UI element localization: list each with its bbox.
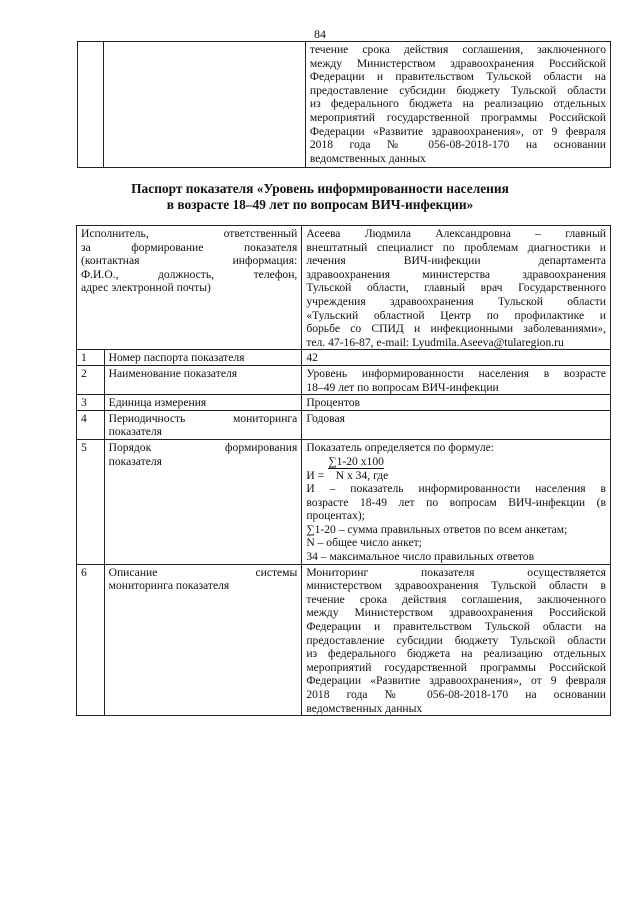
passport-heading — [0, 181, 640, 212]
row-number: 2 — [77, 365, 105, 394]
table-row — [78, 42, 611, 168]
formula-intro: Показатель определяется по формуле: — [306, 440, 494, 454]
row-number: 3 — [77, 395, 105, 411]
table-cell-label — [104, 42, 306, 168]
row-label — [104, 410, 302, 439]
text-line: течение срока действия соглашения, заключенного — [309, 43, 606, 56]
row-value — [302, 564, 611, 716]
text-line: Федерации и правительством Тульской области на — [309, 70, 606, 84]
text-line: И – показатель информированности населения в — [306, 482, 606, 496]
max-definition: 34 – максимальное число правильных ответов — [306, 550, 535, 564]
text-line: предоставление субсидии бюджету Тульской области — [309, 83, 606, 97]
table-cell-value — [305, 42, 610, 168]
formula-cell — [302, 439, 611, 564]
table-cell-num — [78, 42, 104, 168]
text-line: Ф.И.О., должность, телефон, — [81, 267, 298, 281]
row-value — [302, 365, 611, 394]
text-line: Мониторинг показателя осуществляется — [306, 565, 606, 579]
row-value: Процентов — [302, 395, 611, 411]
text-line: Федерации и правительством Тульской области на — [306, 620, 606, 634]
executor-value — [302, 226, 611, 350]
n-definition: N – общее число анкет; — [306, 536, 422, 550]
text-line: возрасте 18-49 лет по вопросам ВИЧ-инфекции (в — [306, 495, 606, 509]
heading-line: Паспорт показателя «Уровень информированности населения — [131, 181, 509, 196]
text-line: показателя — [108, 454, 162, 468]
text-line: предоставление субсидии бюджету Тульской области — [306, 633, 606, 647]
formula-numerator-line — [306, 455, 606, 469]
text-line: Исполнитель, ответственный — [81, 227, 298, 240]
text-line: течение срока действия соглашения, заключенного — [306, 592, 606, 606]
formula-numerator: ∑1-20 х100 — [328, 454, 384, 468]
text-line: лечения ВИЧ-инфекции департамента — [306, 254, 606, 268]
row-label: Наименование показателя — [104, 365, 302, 394]
text-line: Уровень информированности населения в возрасте — [306, 366, 606, 380]
text-line: министерством здравоохранения Тульской области в — [306, 579, 606, 593]
text-line: Федерации «Развитие здравоохранения», от 9 февраля — [309, 124, 606, 138]
text-line: адрес электронной почты) — [81, 281, 211, 295]
text-line: 18–49 лет по вопросам ВИЧ-инфекции — [306, 380, 499, 394]
text-line: 2018 года № 056-08-2018-170 на основании — [309, 138, 606, 152]
text-line: ведомственных данных — [306, 701, 423, 715]
executor-label — [77, 226, 302, 350]
text-line: учреждения здравоохранения Тульской области — [306, 294, 606, 308]
heading-line: в возрасте 18–49 лет по вопросам ВИЧ-инфекции» — [166, 196, 474, 212]
text-line: между Министерством здравоохранения Российской — [309, 56, 606, 70]
row-value: 42 — [302, 350, 611, 366]
text-line: из федерального бюджета на реализацию отдельных — [309, 97, 606, 111]
text-line: внештатный специалист по проблемам диагностики и — [306, 240, 606, 254]
text-line: здравоохранения министерства здравоохранения — [306, 267, 606, 281]
text-line: мониторинга показателя — [108, 579, 230, 593]
text-line: Порядок формирования — [108, 440, 298, 454]
formula-denominator: N х 34, где — [335, 468, 389, 482]
formula-lhs: И = — [306, 468, 325, 482]
table-row-executor — [77, 226, 611, 350]
passport-table — [76, 225, 611, 716]
row-label: Номер паспорта показателя — [104, 350, 302, 366]
row-number: 1 — [77, 350, 105, 366]
text-line: 2018 года № 056-08-2018-170 на основании — [306, 688, 606, 701]
row-number: 6 — [77, 564, 105, 716]
text-line: между Министерством здравоохранения Российской — [306, 606, 606, 620]
text-line: борьбе со СПИД и инфекционными заболеваниями», — [306, 322, 606, 336]
table-row — [77, 395, 611, 411]
sum-definition: ∑1-20 – сумма правильных ответов по всем анкетам; — [306, 522, 568, 536]
continued-table — [77, 41, 611, 168]
text-line: «Тульский областной Центр по профилактике и — [306, 308, 606, 322]
text-line: за формирование показателя — [81, 240, 298, 254]
text-line: Асеева Людмила Александровна – главный — [306, 227, 606, 240]
row-label — [104, 439, 302, 564]
row-number: 5 — [77, 439, 105, 564]
table-row — [77, 410, 611, 439]
text-line: тел. 47-16-87, e-mail: Lyudmila.Aseeva@tularegion.ru — [306, 335, 564, 349]
row-number: 4 — [77, 410, 105, 439]
text-line: Федерации «Развитие здравоохранения», от 9 февраля — [306, 674, 606, 688]
table-row — [77, 439, 611, 564]
text-line: мероприятий государственной программы Российской — [309, 110, 606, 124]
row-label: Единица измерения — [104, 395, 302, 411]
formula-definition — [306, 482, 606, 523]
page-number: 84 — [314, 27, 326, 41]
text-line: Описание системы — [108, 565, 298, 579]
table-row — [77, 564, 611, 716]
text-line: ведомственных данных — [309, 151, 426, 165]
row-label — [104, 564, 302, 716]
formula-denominator-line — [306, 469, 606, 483]
text-line: мероприятий государственной программы Российской — [306, 660, 606, 674]
text-line: процентах); — [306, 509, 365, 523]
text-line: Периодичность мониторинга — [108, 411, 298, 425]
table-row — [77, 365, 611, 394]
row-value: Годовая — [302, 410, 611, 439]
text-line: из федерального бюджета на реализацию отдельных — [306, 647, 606, 661]
table-row — [77, 350, 611, 366]
text-line: показателя — [108, 425, 162, 439]
text-line: Тульской области, главный врач Государственного — [306, 281, 606, 295]
text-line: (контактная информация: — [81, 254, 298, 268]
